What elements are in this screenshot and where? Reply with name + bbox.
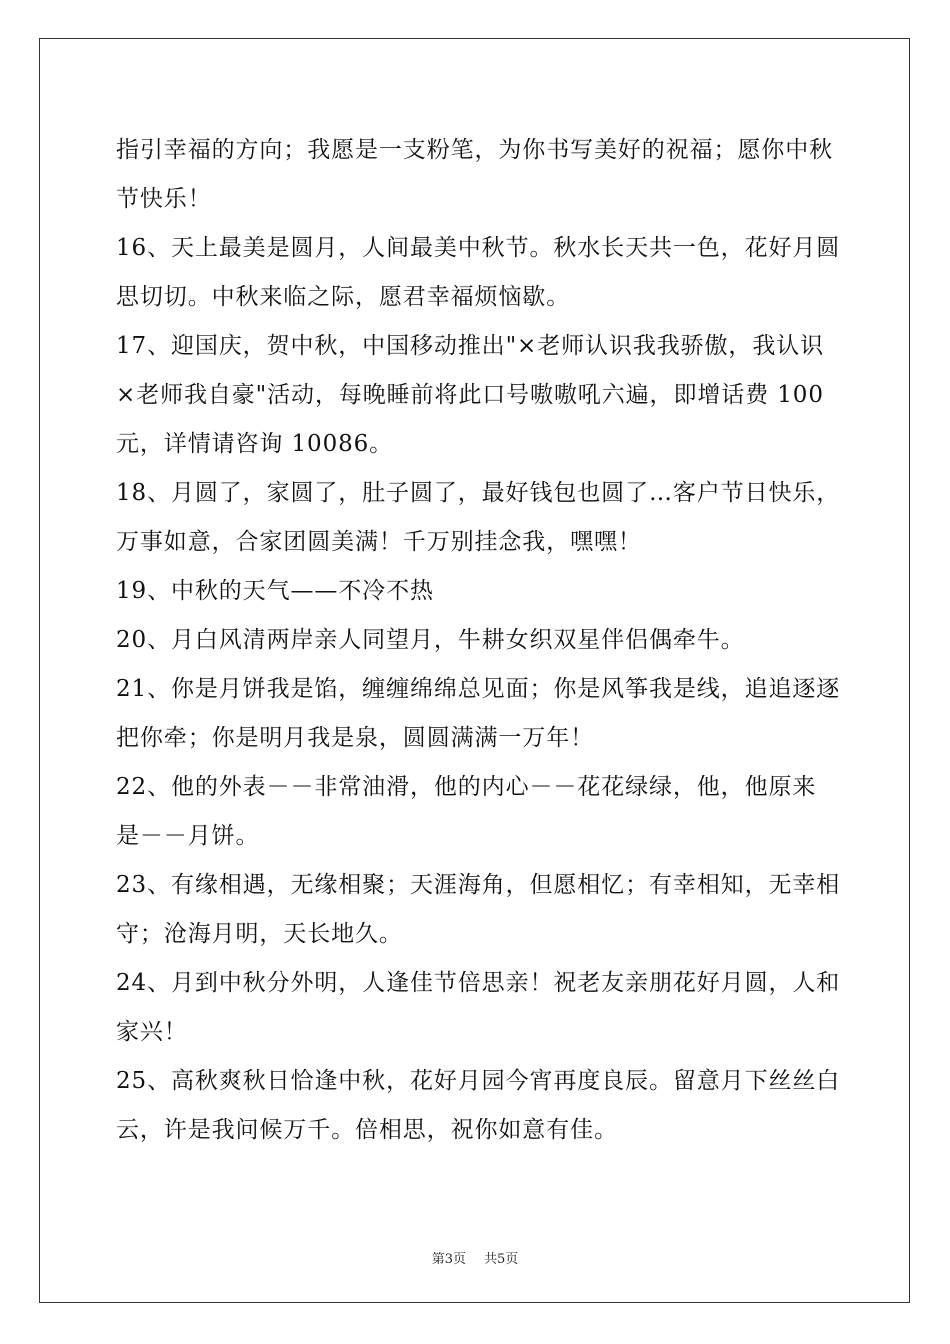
page-number: 第3页 bbox=[431, 1252, 466, 1267]
text-line: 25、高秋爽秋日恰逢中秋，花好月园今宵再度良辰。留意月下丝丝白 bbox=[116, 1068, 841, 1094]
text-line: 20、月白风清两岸亲人同望月，牛耕女织双星伴侣偶牵牛。 bbox=[116, 627, 745, 653]
text-line: 16、天上最美是圆月，人间最美中秋节。秋水长天共一色，花好月圆 bbox=[116, 235, 841, 261]
text-line: 19、中秋的天气——不冷不热 bbox=[116, 578, 434, 604]
text-line: 家兴！ bbox=[116, 1019, 188, 1045]
text-line: 思切切。中秋来临之际，愿君幸福烦恼歇。 bbox=[116, 284, 571, 310]
text-line: 指引幸福的方向；我愿是一支粉笔，为你书写美好的祝福；愿你中秋 bbox=[116, 137, 833, 163]
page-total: 共5页 bbox=[484, 1252, 519, 1267]
text-line: 万事如意，合家团圆美满！千万别挂念我，嘿嘿！ bbox=[116, 529, 642, 555]
text-line: 17、迎国庆，贺中秋，中国移动推出"×老师认识我我骄傲，我认识 bbox=[116, 333, 825, 359]
text-line: 22、他的外表－－非常油滑，他的内心－－花花绿绿，他，他原来 bbox=[116, 774, 817, 800]
text-line: 把你牵；你是明月我是泉，圆圆满满一万年！ bbox=[116, 725, 594, 751]
text-line: 18、月圆了，家圆了，肚子圆了，最好钱包也圆了…客户节日快乐， bbox=[116, 480, 841, 506]
text-line: 21、你是月饼我是馅，缠缠绵绵总见面；你是风筝我是线，追追逐逐 bbox=[116, 676, 841, 702]
text-line: 节快乐！ bbox=[116, 186, 212, 212]
page-footer bbox=[0, 1248, 950, 1267]
document-body bbox=[116, 126, 841, 1155]
text-line: 是－－月饼。 bbox=[116, 823, 260, 849]
text-line: 云，许是我问候万千。倍相思，祝你如意有佳。 bbox=[116, 1117, 618, 1143]
text-block bbox=[116, 126, 841, 1155]
text-line: 元，详情请咨询 10086。 bbox=[116, 431, 394, 457]
text-line: 24、月到中秋分外明，人逢佳节倍思亲！祝老友亲朋花好月圆，人和 bbox=[116, 970, 841, 996]
text-line: 守；沧海月明，天长地久。 bbox=[116, 921, 403, 947]
text-line: ×老师我自豪"活动，每晚睡前将此口号嗷嗷吼六遍，即增话费 100 bbox=[116, 382, 824, 408]
text-line: 23、有缘相遇，无缘相聚；天涯海角，但愿相忆；有幸相知，无幸相 bbox=[116, 872, 841, 898]
